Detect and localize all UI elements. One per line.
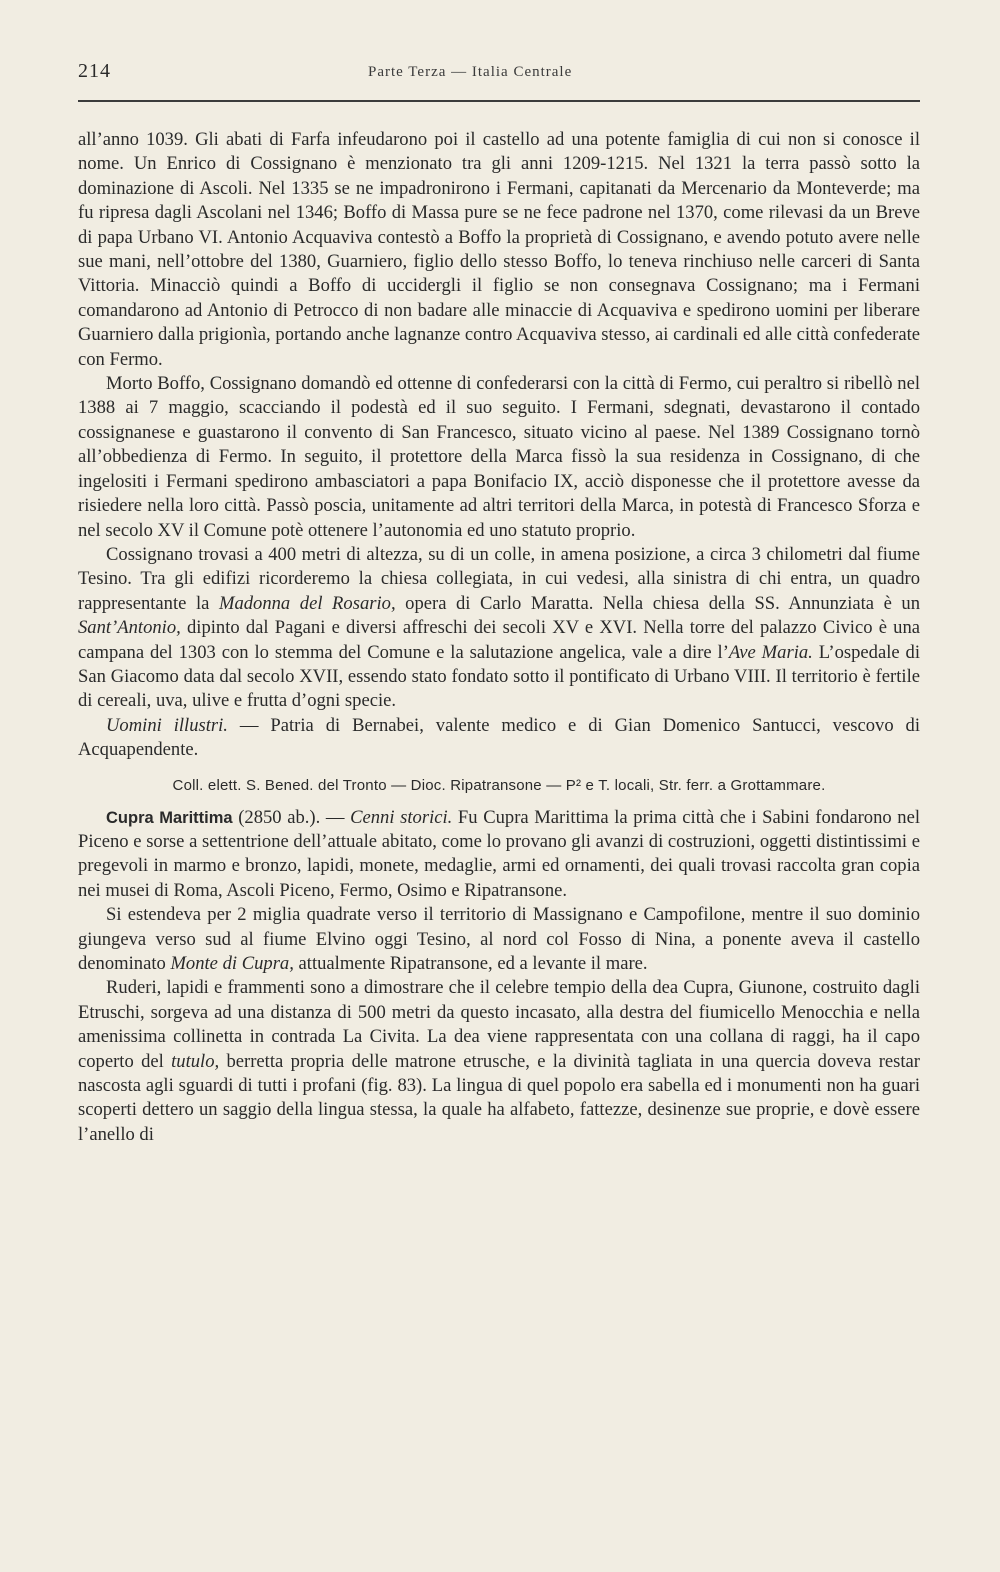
italic-monte-di-cupra: Monte di Cupra, — [170, 953, 294, 974]
paragraph-6: Si estendeva per 2 miglia quadrate verso il territorio di Massignano e Campofilone, mentre il suo dominio giungeva verso sud al fiume Elvino oggi Tesino, al nord col Fosso di Nina, a ponente aveva il castello denominato Monte di Cupra, attualmente Ripatransone, ed a levante il mare. — [78, 904, 920, 974]
paragraph-2: Morto Boffo, Cossignano domandò ed ottenne di confederarsi con la città di Fermo, cui peraltro si ribellò nel 1388 ai 7 maggio, scacciando il podestà ed il suo seguito. I Fermani, sdegnati, devastarono il contado cossignanese e guastarono il convento di San Francesco, situato vicino al paese. Nel 1389 Cossignano tornò all’obbedienza di Fermo. In seguito, il protettore della Marca fissò la sua residenza in Cossignano, di che ingelositi i Fermani spedirono ambasciatori a papa Bonifacio IX, acciò disponesse che il protettore avesse da risiedere nella loro città. Passò poscia, unitamente ad altri territori della Marca, in potestà di Francesco Sforza e nel secolo XV il Comune potè ottenere l’autonomia ed uno statuto proprio. — [78, 373, 920, 541]
collegio-line: Coll. elett. S. Bened. del Tronto — Dioc. Ripatransone — P² e T. locali, Str. ferr. a Grottammare. — [172, 776, 826, 794]
cupra-heading: Cupra Marittima — [106, 808, 233, 827]
italic-madonna: Madonna del Rosario, — [218, 592, 396, 614]
running-head: Parte Terza — Italia Centrale — [368, 64, 573, 80]
paragraph-3: Cossignano trovasi a 400 metri di altezza, su di un colle, in amena posizione, a circa 3 chilometri dal fiume Tesino. Tra gli edifizi ricorderemo la chiesa collegiata, in cui vedesi, alla sinistra di chi entra, un quadro rappresentante la Madonna del Rosario, opera di Carlo Maratta. Nella chiesa della SS. Annunziata è un Sant’Antonio, dipinto dal Pagani e diversi affreschi dei secoli XV e XVI. Nella torre del palazzo Civico è una campana del 1303 con lo stemma del Comune e la salutazione angelica, vale a dire l’Ave Maria. L’ospedale di San Giacomo data dal secolo XVII, essendo stato fondato sotto il pontificato di Urbano VIII. Il territorio è fertile di cereali, uva, ulive e frutta d’ogni specie. — [78, 543, 920, 712]
paragraph-cupra: Cupra Marittima (2850 ab.). — Cenni storici. Fu Cupra Marittima la prima città che i Sabini fondarono nel Piceno e sorse a settentrione dell’attuale abitato, come lo provano gli avanzi di costruzioni, oggetti distintissimi e pregevoli in marmo e bronzo, lapidi, monete, medaglie, armi ed ornamenti, dei quali trovasi raccolta gran copia nei musei di Roma, Ascoli Piceno, Fermo, Osimo e Ripatransone. — [78, 806, 921, 901]
paragraph-7: Ruderi, lapidi e frammenti sono a dimostrare che il celebre tempio della dea Cupra, Giunone, costruito dagli Etruschi, sorgeva ad una distanza di 500 metri da questo incasato, alla destra del fiumicello Menocchia e nella amenissima collinetta in contrada La Civita. La dea viene rappresentata con una collana di raggi, ha il capo coperto del tutulo, berretta propria delle matrone etrusche, e la divinità tagliata in una quercia doveva restar nascosta agli sguardi di tutti i profani (fig. 83). La lingua di quel popolo era sabella ed i monumenti non ha guari scoperti dettero un saggio della lingua stessa, la quale ha alfabeto, fattezze, desinenze sue proprie, e dovè essere l’anello di — [78, 977, 920, 1145]
italic-ave-maria: Ave Maria. — [728, 641, 813, 663]
paragraph-uomini-illustri: Uomini illustri. — Patria di Bernabei, valente medico e di Gian Domenico Santucci, vescovo di Acquapendente. — [78, 714, 921, 761]
page-header — [78, 56, 918, 96]
uomini-illustri-label: Uomini illustri. — [106, 714, 228, 736]
page-number: 214 — [78, 60, 111, 82]
cenni-storici-label: Cenni storici. — [350, 806, 453, 828]
header-rule — [78, 100, 920, 102]
italic-santantonio: Sant’Antonio, — [78, 617, 181, 639]
paragraph-1: all’anno 1039. Gli abati di Farfa infeudarono poi il castello ad una potente famiglia di cui non si conosce il nome. Un Enrico di Cossignano è menzionato tra gli anni 1209-1215. Nel 1321 la terra passò sotto la dominazione di Ascoli. Nel 1335 se ne impadronirono i Fermani, capitanati da Mercenario da Monteverde; ma fu ripresa dagli Ascolani nel 1346; Boffo di Massa pure se ne fece padrone nel 1370, come rilevasi da un Breve di papa Urbano VI. Antonio Acquaviva contestò a Boffo la proprietà di Cossignano, e avendo potuto avere nelle sue mani, nell’ottobre del 1380, Guarniero, figlio dello stesso Boffo, lo teneva rinchiuso nelle carceri di Santa Vittoria. Minacciò quindi a Boffo di uccidergli il figlio se non consegnava Cossignano; ma i Fermani comandarono ad Antonio di Petrocco di non badare alle minaccie di Acquaviva e spedirono uomini per liberare Guarniero dalla prigionìa, portando anche lagnanze contro Acquaviva stesso, ai cardinali ed alle città confederate con Fermo. — [78, 129, 920, 370]
page-body — [78, 128, 920, 1147]
italic-tutulo: tutulo, — [171, 1050, 220, 1072]
